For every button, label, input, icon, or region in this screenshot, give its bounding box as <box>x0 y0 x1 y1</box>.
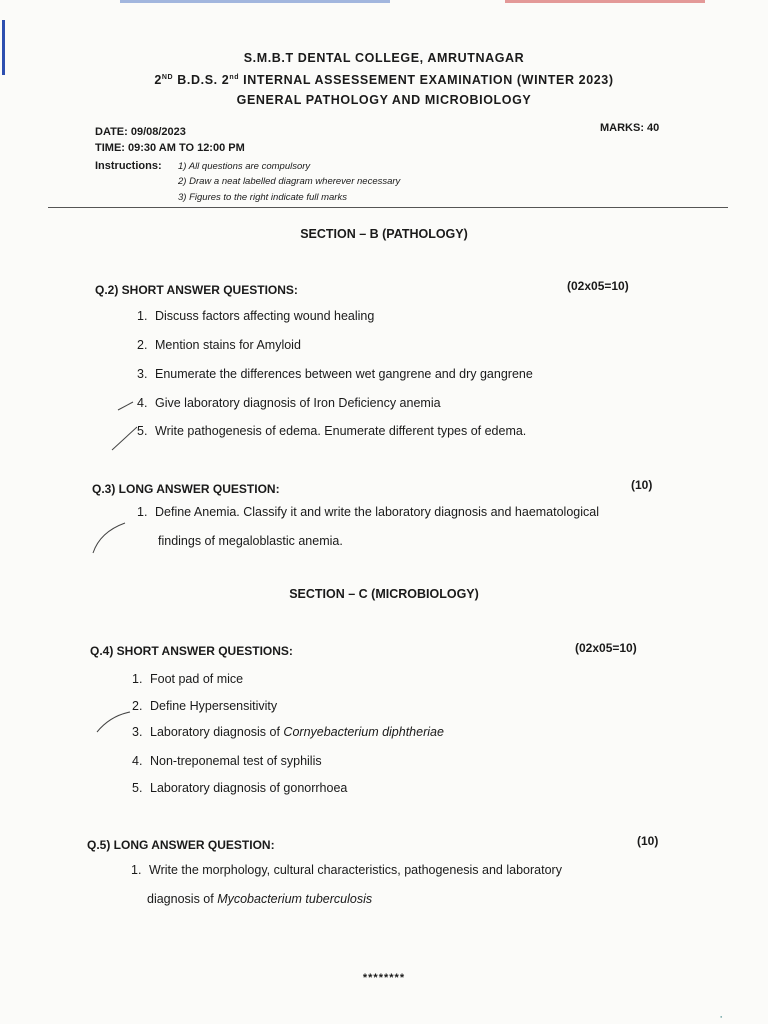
pen-tick-q3 <box>93 523 125 553</box>
end-marker: ******** <box>362 972 406 984</box>
q4-item-1: 1. Foot pad of mice <box>132 672 244 686</box>
q2-item-2: 2. Mention stains for Amyloid <box>137 338 301 352</box>
q4-marks: (02x05=10) <box>575 641 637 655</box>
q2-item-5: 5. Write pathogenesis of edema. Enumerate different types of edema. <box>137 424 527 438</box>
total-marks: MARKS: 40 <box>600 122 660 134</box>
instruction-3: 3) Figures to the right indicate full marks <box>178 192 347 203</box>
instruction-1: 1) All questions are compulsory <box>178 161 311 172</box>
instructions-label: Instructions: <box>95 160 162 172</box>
q4-item-3: 3. Laboratory diagnosis of Cornyebacterium diphtheriae <box>132 725 444 739</box>
scanner-watermark-icon: ● <box>720 1014 723 1019</box>
exam-time: TIME: 09:30 AM TO 12:00 PM <box>95 142 245 154</box>
q2-marks: (02x05=10) <box>567 279 629 293</box>
q3-item-1-cont: findings of megaloblastic anemia. <box>158 534 343 548</box>
q2-item-4: 4. Give laboratory diagnosis of Iron Deficiency anemia <box>137 396 441 410</box>
q3-item-1: 1. Define Anemia. Classify it and write the laboratory diagnosis and haematological <box>137 505 599 519</box>
college-name: S.M.B.T DENTAL COLLEGE, AMRUTNAGAR <box>243 51 525 65</box>
subject-title: GENERAL PATHOLOGY AND MICROBIOLOGY <box>236 93 532 108</box>
q5-heading: Q.5) LONG ANSWER QUESTION: <box>87 838 275 852</box>
q5-item-1: 1. Write the morphology, cultural characteristics, pathogenesis and laboratory <box>131 863 562 877</box>
instruction-2: 2) Draw a neat labelled diagram wherever necessary <box>178 176 401 187</box>
q3-marks: (10) <box>631 478 653 492</box>
q3-heading: Q.3) LONG ANSWER QUESTION: <box>92 482 280 496</box>
q5-marks: (10) <box>637 834 659 848</box>
exam-date: DATE: 09/08/2023 <box>95 126 186 138</box>
q4-item-5: 5. Laboratory diagnosis of gonorrhoea <box>132 781 348 795</box>
exam-title: 2ND B.D.S. 2nd INTERNAL ASSESSEMENT EXAMINATION (WINTER 2023) <box>154 73 614 88</box>
q2-heading: Q.2) SHORT ANSWER QUESTIONS: <box>95 283 298 297</box>
section-b-title: SECTION – B (PATHOLOGY) <box>300 227 468 241</box>
q4-item-2: 2. Define Hypersensitivity <box>132 699 278 713</box>
pen-tick-q2-4 <box>118 402 133 410</box>
q4-heading: Q.4) SHORT ANSWER QUESTIONS: <box>90 644 293 658</box>
section-c-title: SECTION – C (MICROBIOLOGY) <box>289 587 479 601</box>
q2-item-1: 1. Discuss factors affecting wound healing <box>137 309 375 323</box>
q2-item-3: 3. Enumerate the differences between wet gangrene and dry gangrene <box>137 367 533 381</box>
q5-item-1-cont: diagnosis of Mycobacterium tuberculosis <box>147 892 373 906</box>
q4-item-4: 4. Non-treponemal test of syphilis <box>132 754 322 768</box>
pen-tick-q4-2 <box>97 712 130 732</box>
pen-tick-q2-5 <box>112 427 137 450</box>
